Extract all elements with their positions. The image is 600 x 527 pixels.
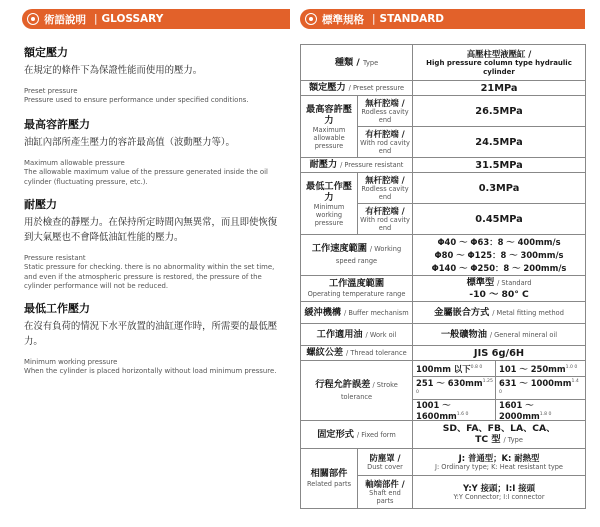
bullet-icon	[305, 13, 317, 25]
oil-label-zh: 工作適用油	[316, 328, 363, 340]
table-row	[301, 173, 586, 204]
rodless-cell	[358, 173, 413, 204]
standard-banner-en: STANDARD	[379, 13, 445, 25]
rod-cell	[358, 127, 413, 158]
table-header-row	[301, 45, 586, 81]
stroke-range: 1601 ～ 2000mm	[499, 399, 540, 421]
shaft-end-cell	[358, 476, 413, 509]
stroke-tolerance: 1.25 0	[416, 379, 493, 395]
header-product-cell	[413, 45, 586, 81]
stroke-range: 100mm 以下	[416, 363, 471, 374]
speed-values-cell	[413, 235, 586, 276]
dust-cover-zh: 防塵罩 /	[369, 453, 401, 464]
table-row	[301, 81, 586, 96]
stroke-label-en: Stroke tolerance	[340, 380, 398, 401]
banner-separator: |	[372, 13, 376, 25]
header-product-en: High pressure column type hydraulic cylinder	[426, 59, 572, 76]
related-label-cell	[301, 449, 358, 509]
resistant-label-zh: 耐壓力	[309, 159, 338, 170]
term-en-definition: Pressure used to ensure performance under specified conditions.	[24, 96, 249, 105]
resistant-label-cell: 耐壓力 / Pressure resistant	[301, 158, 413, 173]
term-title: 額定壓力	[24, 46, 68, 59]
rated-label-en: Preset pressure	[352, 84, 405, 92]
table-row	[301, 302, 586, 324]
header-type-cell: 種類 / Type	[301, 45, 413, 81]
stroke-cell	[413, 399, 496, 421]
term-en-block	[24, 358, 282, 377]
thread-value: JIS 6g/6H	[413, 346, 586, 361]
stroke-cell	[413, 361, 496, 377]
speed-line: Φ40 ～ Φ63：8 ～ 400mm/s	[437, 236, 561, 247]
rod-en: With rod cavity end	[360, 216, 410, 232]
stroke-range: 101 ～ 250mm	[499, 363, 566, 374]
oil-value-en: General mineral oil	[494, 330, 558, 339]
stroke-tolerance: 0.8 0	[470, 365, 483, 371]
term-max-allowable-pressure	[24, 118, 282, 187]
stroke-tolerance: 1.8 0	[539, 411, 552, 417]
stroke-range: 1001 ～ 1600mm	[416, 399, 457, 421]
rodless-cell	[358, 96, 413, 127]
glossary-banner-en: GLOSSARY	[101, 13, 164, 25]
term-en-definition: The allowable maximum value of the pressure generated inside the oil cylinder (fluctuating pressure, etc.).	[24, 168, 268, 186]
table-row	[301, 421, 586, 449]
resistant-value: 31.5MPa	[413, 158, 586, 173]
temperature-label-cell	[301, 276, 413, 302]
thread-label-zh: 螺紋公差	[306, 347, 344, 358]
buffer-value-zh: 金屬嵌合方式	[434, 306, 490, 318]
shaft-end-en: Shaft end parts	[369, 489, 401, 506]
thread-label-en: Thread tolerance	[350, 349, 407, 357]
standard-spec-table	[300, 44, 586, 509]
stroke-range: 631 ～ 1000mm	[499, 377, 572, 388]
min-working-label-cell	[301, 173, 358, 235]
oil-value-cell: 一般礦物油 / General mineral oil	[413, 324, 586, 346]
header-type-zh: 種類	[334, 56, 354, 68]
term-en-title: Maximum allowable pressure	[24, 159, 125, 167]
banner-separator: |	[94, 13, 98, 25]
fixed-form-en: Type	[507, 436, 523, 445]
bullet-icon	[27, 13, 39, 25]
term-zh-definition: 用於檢查的靜壓力。在保持所定時間內無異常，而且即使恢復到大氣壓也不會降低油缸性能的壓力。	[24, 217, 278, 243]
stroke-label-zh: 行程允許誤差	[315, 378, 371, 390]
stroke-cell	[413, 377, 496, 400]
shaft-value-en: Y:Y Connector; I:I connector	[453, 493, 545, 502]
rod-zh: 有杆腔端 /	[365, 129, 405, 139]
rodless-en: Rodless cavity end	[361, 108, 409, 124]
stroke-tolerance: 1.0 0	[565, 365, 578, 371]
max-rod-value: 24.5MPa	[413, 127, 586, 158]
term-rated-pressure	[24, 46, 282, 106]
rod-cell	[358, 204, 413, 235]
standard-banner-zh: 標準規格	[322, 13, 364, 26]
temperature-label-zh: 工作溫度範圍	[328, 277, 385, 289]
fixed-form-line2: TC 型	[475, 434, 501, 446]
oil-label-en: Work oil	[369, 330, 397, 339]
dust-value-cell	[413, 449, 586, 476]
speed-label-en: Working speed range	[335, 245, 402, 265]
term-en-title: Pressure resistant	[24, 254, 86, 262]
buffer-label-cell: 緩沖機構 / Buffer mechanism	[301, 302, 413, 324]
max-allowable-label-cell	[301, 96, 358, 158]
speed-line: Φ80 ～ Φ125：8 ～ 300mm/s	[434, 249, 564, 260]
min-rodless-value: 0.3MPa	[413, 173, 586, 204]
speed-label-zh: 工作速度範圍	[311, 243, 367, 254]
table-row	[301, 96, 586, 127]
temperature-type-en: Standard	[501, 279, 532, 287]
term-zh-definition: 在規定的條件下為保證性能而使用的壓力。	[24, 65, 203, 76]
related-label-en: Related parts	[306, 479, 352, 488]
term-en-title: Preset pressure	[24, 87, 78, 95]
speed-label-cell: 工作速度範圍 / Working speed range	[301, 235, 413, 276]
temperature-value: -10 ～ 80° C	[469, 289, 529, 300]
term-title: 最高容許壓力	[24, 118, 90, 131]
buffer-label-zh: 緩沖機構	[304, 306, 342, 318]
fixed-form-line1: SD、FA、FB、LA、CA、	[442, 423, 556, 435]
shaft-end-zh: 軸端部件 /	[365, 479, 405, 490]
stroke-cell	[496, 399, 586, 421]
thread-label-cell: 螺紋公差 / Thread tolerance	[301, 346, 413, 361]
term-title: 耐壓力	[24, 198, 57, 211]
shaft-value-cell	[413, 476, 586, 509]
oil-label-cell: 工作適用油 / Work oil	[301, 324, 413, 346]
term-zh-definition: 油缸內部所產生壓力的容許最高值（波動壓力等）。	[24, 137, 235, 148]
rated-label-zh: 額定壓力	[308, 82, 346, 93]
max-allowable-label-zh: 最高容許壓力	[306, 103, 352, 126]
stroke-tolerance: 1.6 0	[456, 411, 469, 417]
dust-value-en: J: Ordinary type; K: Heat resistant type	[435, 463, 563, 472]
table-row	[301, 449, 586, 476]
shaft-value-zh: Y:Y 接頭；I:I 接頭	[463, 483, 536, 494]
term-min-working-pressure	[24, 302, 282, 377]
rod-en: With rod cavity end	[360, 139, 410, 155]
dust-cover-cell	[358, 449, 413, 476]
header-type-en: Type	[363, 58, 379, 67]
table-row	[301, 361, 586, 377]
dust-value-zh: J: 普通型；K: 耐熱型	[458, 453, 540, 464]
rodless-zh: 無杆腔端 /	[365, 98, 405, 108]
term-en-block	[24, 87, 282, 106]
fixed-form-label-cell: 固定形式 / Fixed form	[301, 421, 413, 449]
table-row	[301, 158, 586, 173]
stroke-cell	[496, 377, 586, 400]
stroke-tolerance: 1.4 0	[499, 379, 579, 395]
table-row	[301, 235, 586, 276]
buffer-value-en: Metal fitting method	[496, 308, 564, 317]
speed-line: Φ140 ～ Φ250：8 ～ 200mm/s	[431, 262, 567, 273]
stroke-label-cell: 行程允許誤差 / Stroke tolerance	[301, 361, 413, 421]
max-rodless-value: 26.5MPa	[413, 96, 586, 127]
buffer-label-en: Buffer mechanism	[348, 308, 409, 317]
max-allowable-label-en: Maximum allowable pressure	[312, 125, 346, 150]
term-pressure-resistant	[24, 198, 282, 292]
temperature-value-cell: 標準型 / Standard -10 ～ 80° C	[413, 276, 586, 302]
stroke-cell	[496, 361, 586, 377]
min-working-label-en: Minimum working pressure	[313, 202, 345, 227]
temperature-type-zh: 標準型	[466, 277, 495, 288]
table-row	[301, 324, 586, 346]
term-en-definition: When the cylinder is placed horizontally without load minimum pressure.	[24, 367, 277, 376]
table-row	[301, 346, 586, 361]
fixed-form-label-zh: 固定形式	[317, 428, 354, 440]
min-rod-value: 0.45MPa	[413, 204, 586, 235]
standard-banner	[300, 9, 585, 29]
term-zh-definition: 在沒有負荷的情況下水平放置的油缸運作時，所需要的最低壓力。	[24, 321, 278, 347]
term-title: 最低工作壓力	[24, 302, 90, 315]
rodless-en: Rodless cavity end	[361, 185, 409, 201]
related-label-zh: 相關部件	[310, 467, 348, 479]
fixed-form-label-en: Fixed form	[361, 430, 396, 439]
rated-value: 21MPa	[413, 81, 586, 96]
dust-cover-en: Dust cover	[367, 463, 403, 472]
table-row	[301, 276, 586, 302]
rodless-zh: 無杆腔端 /	[365, 175, 405, 185]
temperature-label-en: Operating temperature range	[307, 289, 406, 298]
stroke-range: 251 ～ 630mm	[416, 377, 483, 388]
term-en-definition: Static pressure for checking. there is no abnormality within the set time, and even if the atmospheric pressure is restored, the pressure of the cylinder performance will not be reduced.	[24, 263, 275, 291]
rated-label-cell: 額定壓力 / Preset pressure	[301, 81, 413, 96]
fixed-form-value-cell: SD、FA、FB、LA、CA、 TC 型 / Type	[413, 421, 586, 449]
glossary-banner	[22, 9, 290, 29]
resistant-label-en: Pressure resistant	[344, 161, 404, 169]
glossary-banner-zh: 術語說明	[44, 13, 86, 26]
term-en-block	[24, 254, 282, 292]
rod-zh: 有杆腔端 /	[365, 206, 405, 216]
term-en-block	[24, 159, 282, 187]
oil-value-zh: 一般礦物油	[440, 328, 487, 340]
min-working-label-zh: 最低工作壓力	[306, 180, 352, 203]
buffer-value-cell: 金屬嵌合方式 / Metal fitting method	[413, 302, 586, 324]
header-product-zh: 高壓柱型液壓缸 /	[466, 49, 532, 59]
term-en-title: Minimum working pressure	[24, 358, 118, 366]
